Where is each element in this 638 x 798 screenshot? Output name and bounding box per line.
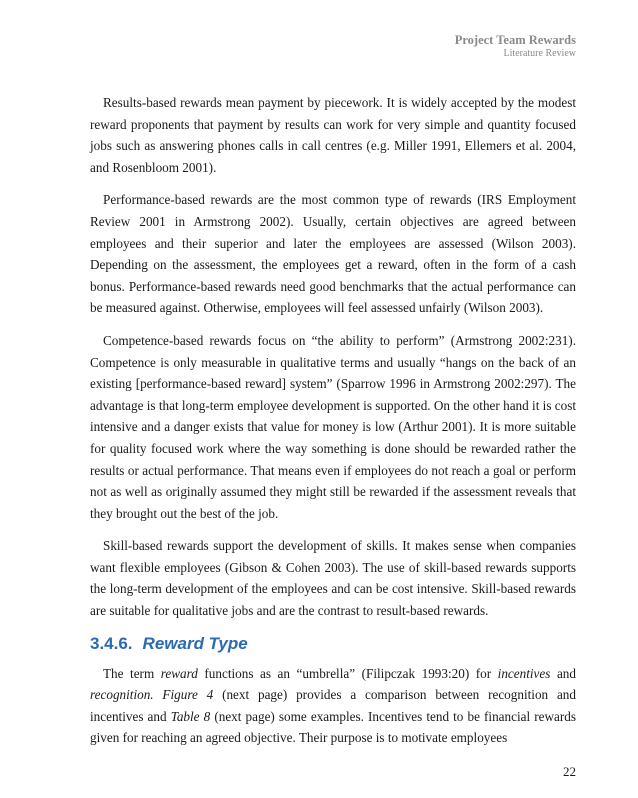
text-run: (next page) some examples. Incentives tend to be financial rewards given for reaching an agreed objective. Their purpose is to motivate employees xyxy=(90,708,576,746)
emphasis-reward: reward xyxy=(160,665,198,681)
paragraph-performance-based: Performance-based rewards are the most common type of rewards (IRS Employment Review 2001 in Armstrong 2002). Usually, certain objectives are agreed between employees and their superior and later the employees are assessed (Wilson 2003). Depending on the assessment, the employees get a reward, often in the form of a cash bonus. Performance-based rewards need good benchmarks that the actual performance can be measured against. Otherwise, employees will feel assessed unfairly (Wilson 2003). xyxy=(90,192,576,316)
page-number: 22 xyxy=(563,764,576,779)
header-title: Project Team Rewards xyxy=(454,33,576,47)
section-number: 3.4.6. xyxy=(90,633,133,653)
paragraph-skill-based: Skill-based rewards support the development of skills. It makes sense when companies want flexible employees (Gibson & Cohen 2003). The use of skill-based rewards supports the long-term development of the employees and can be cost intensive. Skill-based rewards are suitable for qualitative jobs and are the contrast to result-based rewards. xyxy=(90,538,576,619)
header-subtitle: Literature Review xyxy=(503,48,576,59)
paragraph-competence-based: Competence-based rewards focus on “the ability to perform” (Armstrong 2002:231). Competence is only measurable in qualitative terms and usually “hangs on the back of an existing [performance-based reward] system” (Sparrow 1996 in Armstrong 2002:297). The advantage is that long-term employee development is supported. On the other hand it is cost intensive and a danger exists that value for money is low (Arthur 2001). It is more suitable for quality focused work where the way something is done should be rewarded rather the results or actual performance. That means even if employees do not reach a goal or perform not as well as originally assumed they might still be rewarded if the assessment reveals that they brought out the best of the job. xyxy=(90,332,576,521)
text-run: The term xyxy=(103,665,161,681)
paragraph-results-based: Results-based rewards mean payment by piecework. It is widely accepted by the modest reward proponents that payment by results can work for very simple and quantity focused jobs such as answering phones calls in call centres (e.g. Miller 1991, Ellemers et al. 2004, and Rosenbloom 2001). xyxy=(90,95,576,175)
text-run: and xyxy=(550,665,576,681)
emphasis-table: Table 8 xyxy=(170,708,211,724)
section-heading xyxy=(90,633,576,655)
emphasis-incentives: incentives xyxy=(497,665,551,681)
document-body xyxy=(90,92,576,760)
section-title: Reward Type xyxy=(142,633,248,653)
paragraph-reward-type xyxy=(90,663,576,749)
running-header xyxy=(455,32,576,60)
text-run: functions as an “umbrella” (Filipczak 1993:20) for xyxy=(197,665,498,681)
emphasis-recognition-figure: recognition. Figure 4 xyxy=(90,687,214,703)
text-run: (next page) provides a comparison between recognition and incentives and xyxy=(90,687,576,724)
